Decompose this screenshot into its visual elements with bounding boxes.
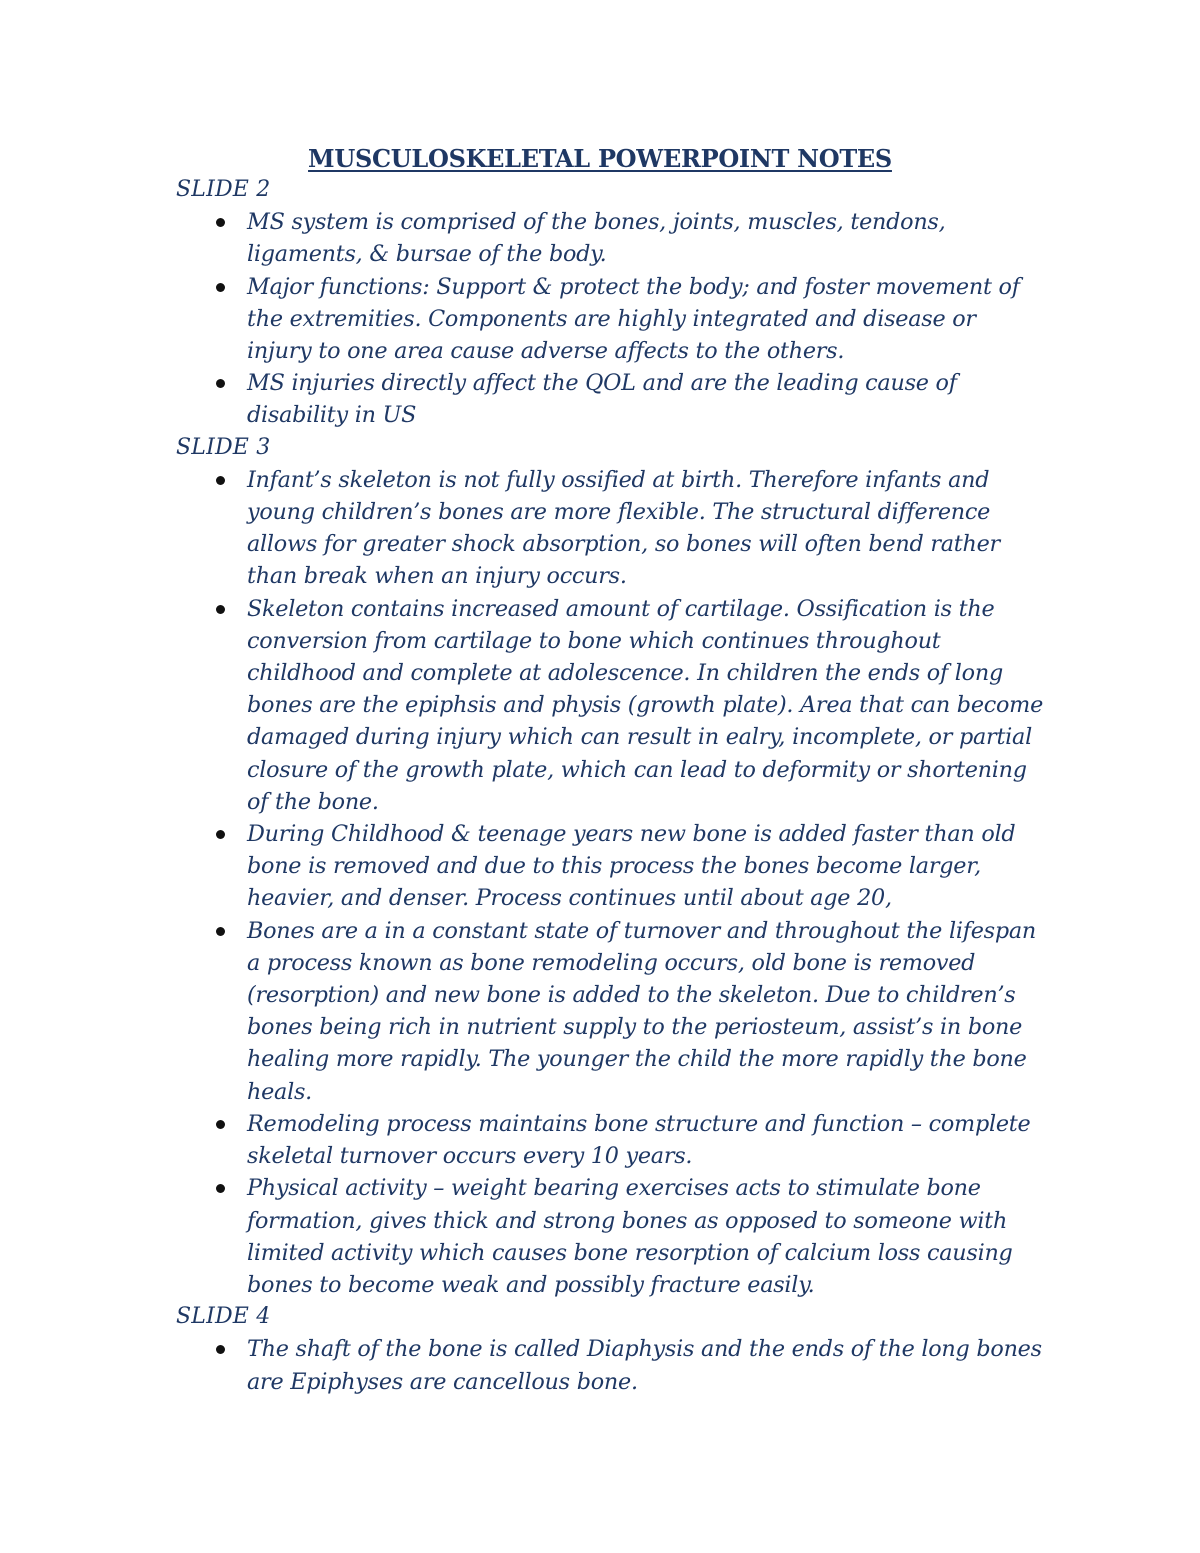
- bullet-list: [176, 206, 1046, 431]
- bullet-icon: [216, 218, 225, 227]
- bullet-item: [176, 818, 1046, 915]
- bullet-item: [176, 1333, 1046, 1397]
- bullet-icon: [216, 283, 225, 292]
- bullet-icon: [216, 379, 225, 388]
- slide-heading: SLIDE 4: [176, 1304, 271, 1330]
- slide-section: [176, 174, 1046, 432]
- bullet-item: [176, 271, 1046, 368]
- bullet-text: Skeleton contains increased amount of cartilage. Ossification is the conversion from cartilage to bone which continues throughout childhood and complete at adolescence. In children the ends of long bones are the epiphsis and physis (growth plate). Area that can become damaged during injury which can result in ealry, incomplete, or partial closure of the growth plate, which can lead to deformity or shortening of the bone.: [247, 595, 1044, 815]
- bullet-item: [176, 915, 1046, 1108]
- notes-content: [176, 174, 1046, 1398]
- slide-section: [176, 432, 1046, 1301]
- slide-heading: SLIDE 2: [176, 177, 271, 202]
- bullet-text: Remodeling process maintains bone structure and function – complete skeletal turnover occurs every 10 years.: [247, 1110, 1031, 1170]
- bullet-item: [176, 206, 1046, 270]
- bullet-icon: [216, 605, 225, 614]
- bullet-icon: [216, 830, 225, 839]
- bullet-text: Bones are a in a constant state of turnover and throughout the lifespan a process known as bone remodeling occurs, old bone is removed (resorption) and new bone is added to the skeleton. Due to children’s bones being rich in nutrient supply to the periosteum, assist’s in bone healing more rapidly. The younger the child the more rapidly the bone heals.: [247, 917, 1037, 1105]
- bullet-text: MS injuries directly affect the QOL and are the leading cause of disability in US: [247, 370, 957, 429]
- slide-section: [176, 1301, 1046, 1398]
- bullet-text: During Childhood & teenage years new bone is added faster than old bone is removed and due to this process the bones become larger, heavier, and denser. Process continues until about age 20,: [247, 821, 1016, 912]
- bullet-item: [176, 1172, 1046, 1301]
- bullet-item: [176, 464, 1046, 593]
- bullet-item: [176, 367, 1046, 431]
- bullet-icon: [216, 1120, 225, 1129]
- bullet-text: Physical activity – weight bearing exercises acts to stimulate bone formation, gives thick and strong bones as opposed to someone with limited activity which causes bone resorption of calcium loss causing bones to become weak and possibly fracture easily.: [247, 1175, 1013, 1298]
- bullet-text: MS system is comprised of the bones, joints, muscles, tendons, ligaments, & bursae of the body.: [247, 209, 946, 268]
- bullet-icon: [216, 476, 225, 485]
- bullet-text: Infant’s skeleton is not fully ossified at birth. Therefore infants and young children’s bones are more flexible. The structural difference allows for greater shock absorption, so bones will often bend rather than break when an injury occurs.: [247, 466, 1000, 590]
- bullet-icon: [216, 1345, 225, 1354]
- bullet-icon: [216, 927, 225, 936]
- bullet-item: [176, 1108, 1046, 1172]
- bullet-text: The shaft of the bone is called Diaphysis and the ends of the long bones are Epiphyses are cancellous bone.: [247, 1336, 1042, 1395]
- bullet-icon: [216, 1184, 225, 1193]
- document-title: MUSCULOSKELETAL POWERPOINT NOTES: [308, 144, 892, 173]
- bullet-item: [176, 593, 1046, 818]
- bullet-list: [176, 1333, 1046, 1397]
- slide-heading: SLIDE 3: [176, 434, 271, 460]
- bullet-list: [176, 464, 1046, 1301]
- bullet-text: Major functions: Support & protect the body; and foster movement of the extremities. Components are highly integrated and disease or injury to one area cause adverse affects to the others.: [247, 273, 1020, 365]
